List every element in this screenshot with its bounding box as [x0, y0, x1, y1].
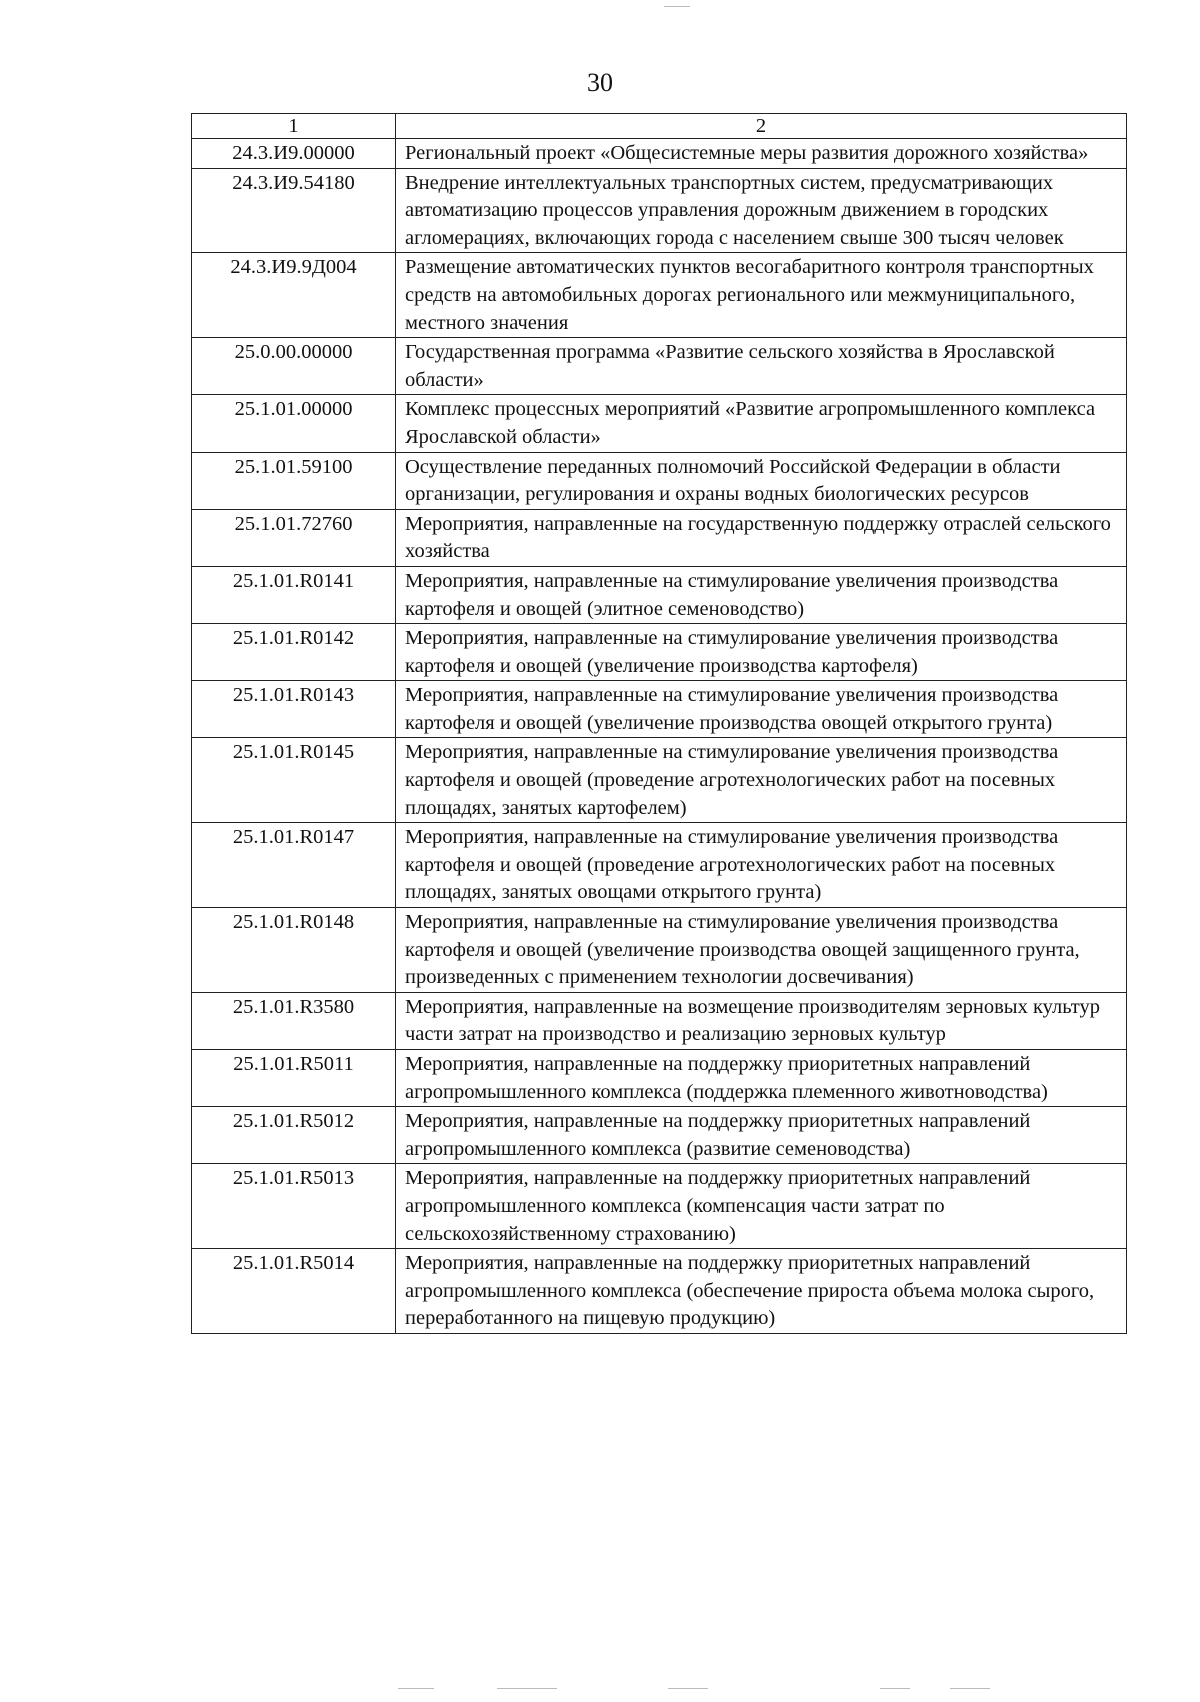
description-cell: Мероприятия, направленные на поддержку приоритетных направлений агропромышленного комплекса (поддержка племенного животноводства)	[396, 1050, 1127, 1107]
description-cell: Мероприятия, направленные на стимулирование увеличения производства картофеля и овощей (элитное семеноводство)	[396, 566, 1127, 623]
scan-artifact	[398, 1688, 434, 1689]
table-row	[192, 1249, 1127, 1334]
table-row	[192, 1050, 1127, 1107]
code-cell: 25.1.01.R5013	[192, 1164, 396, 1249]
table-row	[192, 681, 1127, 738]
table-row	[192, 253, 1127, 338]
table-row	[192, 823, 1127, 908]
table-row	[192, 624, 1127, 681]
description-cell: Региональный проект «Общесистемные меры развития дорожного хозяйства»	[396, 139, 1127, 169]
code-cell: 25.1.01.R0145	[192, 738, 396, 823]
description-cell: Комплекс процессных мероприятий «Развитие агропромышленного комплекса Ярославской области»	[396, 395, 1127, 452]
table-row	[192, 139, 1127, 169]
code-cell: 25.1.01.R0142	[192, 624, 396, 681]
table-header-row	[192, 114, 1127, 139]
table-row	[192, 1107, 1127, 1164]
description-cell: Внедрение интеллектуальных транспортных систем, предусматривающих автоматизацию процессов управления дорожным движением в городских агломерациях, включающих города с населением свыше 300 тысяч человек	[396, 168, 1127, 253]
description-cell: Мероприятия, направленные на стимулирование увеличения производства картофеля и овощей (проведение агротехнологических работ на посевных площадях, занятых овощами открытого грунта)	[396, 823, 1127, 908]
code-cell: 24.3.И9.9Д004	[192, 253, 396, 338]
scan-artifact	[664, 6, 690, 7]
code-cell: 25.1.01.R5014	[192, 1249, 396, 1334]
description-cell: Мероприятия, направленные на стимулирование увеличения производства картофеля и овощей (увеличение производства овощей защищенного грунта, произведенных с применением технологии досвечивания)	[396, 908, 1127, 993]
column-header-description: 2	[396, 114, 1127, 139]
table-row	[192, 168, 1127, 253]
description-cell: Мероприятия, направленные на стимулирование увеличения производства картофеля и овощей (увеличение производства овощей открытого грунта)	[396, 681, 1127, 738]
code-cell: 25.0.00.00000	[192, 338, 396, 395]
code-cell: 24.3.И9.54180	[192, 168, 396, 253]
code-cell: 25.1.01.R5012	[192, 1107, 396, 1164]
code-cell: 25.1.01.R0147	[192, 823, 396, 908]
description-cell: Мероприятия, направленные на государственную поддержку отраслей сельского хозяйства	[396, 509, 1127, 566]
table-row	[192, 509, 1127, 566]
description-cell: Мероприятия, направленные на стимулирование увеличения производства картофеля и овощей (проведение агротехнологических работ на посевных площадях, занятых картофелем)	[396, 738, 1127, 823]
description-cell: Мероприятия, направленные на поддержку приоритетных направлений агропромышленного комплекса (обеспечение прироста объема молока сырого, переработанного на пищевую продукцию)	[396, 1249, 1127, 1334]
table-row	[192, 395, 1127, 452]
table-row	[192, 1164, 1127, 1249]
code-cell: 25.1.01.R0141	[192, 566, 396, 623]
code-cell: 25.1.01.R3580	[192, 992, 396, 1049]
table-row	[192, 992, 1127, 1049]
code-cell: 25.1.01.59100	[192, 452, 396, 509]
scan-artifact	[497, 1688, 557, 1689]
code-cell: 25.1.01.R0148	[192, 908, 396, 993]
code-cell: 25.1.01.R0143	[192, 681, 396, 738]
scan-artifact	[950, 1688, 990, 1689]
code-cell: 25.1.01.R5011	[192, 1050, 396, 1107]
description-cell: Осуществление переданных полномочий Российской Федерации в области организации, регулирования и охраны водных биологических ресурсов	[396, 452, 1127, 509]
description-cell: Мероприятия, направленные на поддержку приоритетных направлений агропромышленного комплекса (развитие семеноводства)	[396, 1107, 1127, 1164]
page-number: 30	[587, 68, 613, 97]
table-row	[192, 566, 1127, 623]
description-cell: Мероприятия, направленные на стимулирование увеличения производства картофеля и овощей (увеличение производства картофеля)	[396, 624, 1127, 681]
scan-artifact	[880, 1688, 910, 1689]
description-cell: Мероприятия, направленные на возмещение производителям зерновых культур части затрат на производство и реализацию зерновых культур	[396, 992, 1127, 1049]
description-cell: Размещение автоматических пунктов весогабаритного контроля транспортных средств на автомобильных дорогах регионального или межмуниципального, местного значения	[396, 253, 1127, 338]
table-row	[192, 338, 1127, 395]
description-cell: Государственная программа «Развитие сельского хозяйства в Ярославской области»	[396, 338, 1127, 395]
scan-artifact	[668, 1688, 708, 1689]
table-row	[192, 908, 1127, 993]
code-cell: 25.1.01.72760	[192, 509, 396, 566]
table-row	[192, 738, 1127, 823]
table-row	[192, 452, 1127, 509]
codes-table	[191, 113, 1127, 1334]
description-cell: Мероприятия, направленные на поддержку приоритетных направлений агропромышленного комплекса (компенсация части затрат по сельскохозяйственному страхованию)	[396, 1164, 1127, 1249]
column-header-code: 1	[192, 114, 396, 139]
code-cell: 24.3.И9.00000	[192, 139, 396, 169]
code-cell: 25.1.01.00000	[192, 395, 396, 452]
